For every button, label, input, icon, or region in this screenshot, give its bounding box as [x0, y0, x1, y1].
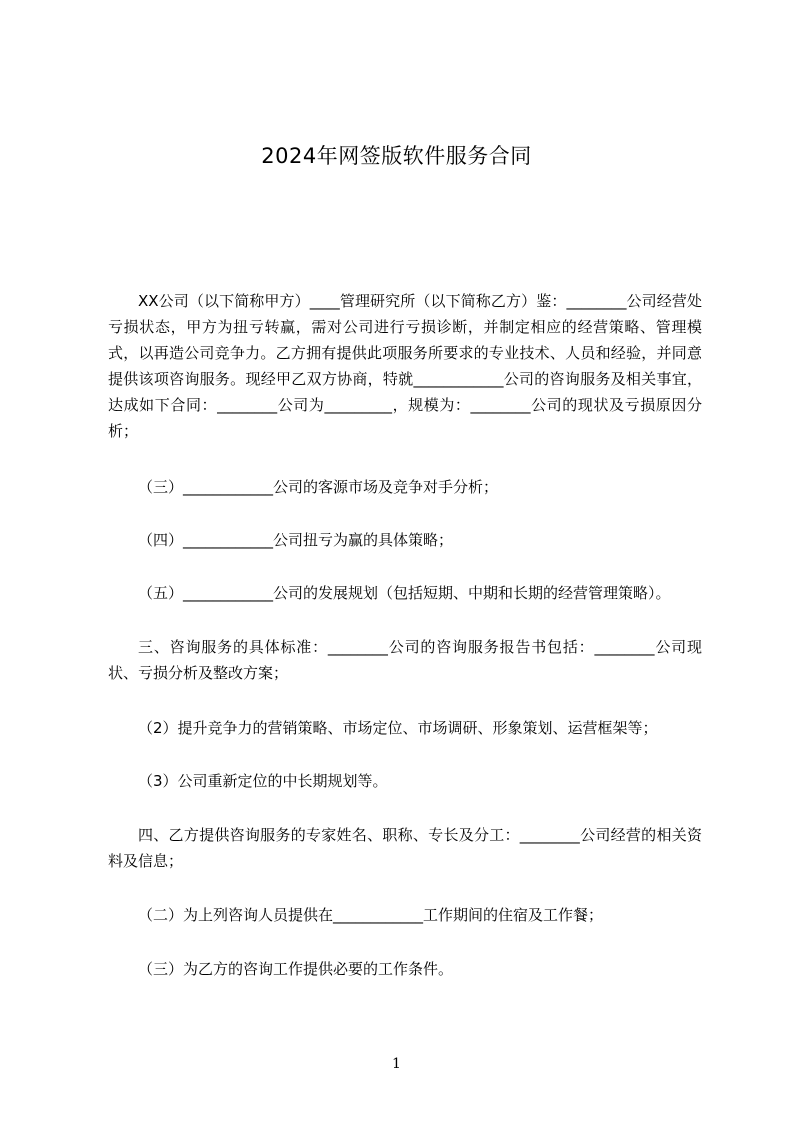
paragraph-section-4: 四、乙方提供咨询服务的专家姓名、职称、专长及分工：________公司经营的相关资料及信息； [108, 826, 702, 870]
paragraph-intro: XX公司（以下简称甲方）____管理研究所（以下简称乙方）鉴：________公司经营处亏损状态，甲方为扭亏转赢，需对公司进行亏损诊断，并制定相应的经营策略、管理模式，以再造公司竞争力。乙方拥有提供此项服务所要求的专业技术、人员和经验，并同意提供该项咨询服务。现经甲乙双方协商，特就____________公司的咨询服务及相关事宜，达成如下合同：________公司为_________，规模为：________公司的现状及亏损原因分析； [108, 292, 702, 440]
paragraph-item-3: （三）____________公司的客源市场及竞争对手分析； [138, 478, 499, 496]
paragraph-item-4: （四）____________公司扭亏为赢的具体策略； [138, 531, 454, 549]
paragraph-item-5: （五）____________公司的发展规划（包括短期、中期和长期的经营管理策略）。 [138, 584, 671, 602]
paragraph-item-3b: （3）公司重新定位的中长期规划等。 [138, 772, 388, 790]
paragraph-section-3: 三、咨询服务的具体标准：________公司的咨询服务报告书包括：________公司现状、亏损分析及整改方案； [108, 638, 702, 682]
paragraph-item-3c: （三）为乙方的咨询工作提供必要的工作条件。 [138, 960, 454, 978]
paragraph-item-2: （2）提升竞争力的营销策略、市场定位、市场调研、形象策划、运营框架等； [138, 719, 658, 737]
document-title: 2024年网签版软件服务合同 [261, 144, 532, 168]
paragraph-item-2b: （二）为上列咨询人员提供在____________工作期间的住宿及工作餐； [138, 906, 604, 924]
page-number: 1 [392, 1056, 401, 1072]
